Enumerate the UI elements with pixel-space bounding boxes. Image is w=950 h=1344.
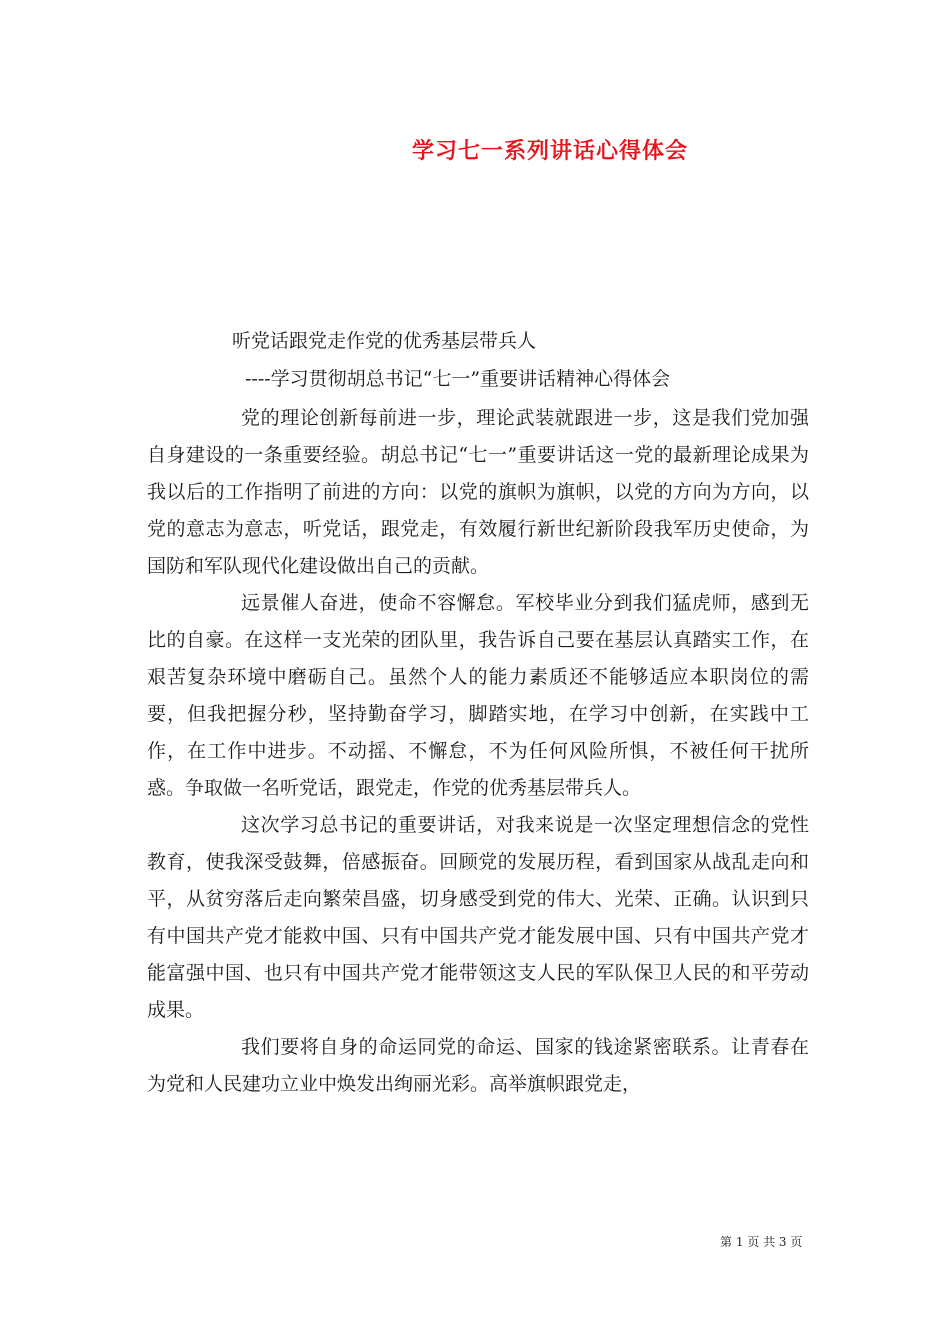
body-paragraph: 党的理论创新每前进一步，理论武装就跟进一步，这是我们党加强自身建设的一条重要经验。胡总书记“七一”重要讲话这一党的最新理论成果为我以后的工作指明了前进的方向：以党的旗帜为旗帜，以党的方向为方向，以党的意志为意志，听党话，跟党走，有效履行新世纪新阶段我军历史使命，为国防和军队现代化建设做出自己的贡献。 <box>147 407 809 577</box>
body-paragraph: 我们要将自身的命运同党的命运、国家的钱途紧密联系。让青春在为党和人民建功立业中焕发出绚丽光彩。高举旗帜跟党走， <box>147 1036 809 1095</box>
document-subtitle: 听党话跟党走作党的优秀基层带兵人 <box>232 330 537 352</box>
document-body <box>147 400 809 1103</box>
body-paragraph: 这次学习总书记的重要讲话，对我来说是一次坚定理想信念的党性教育，使我深受鼓舞，倍感振奋。回顾党的发展历程，看到国家从战乱走向和平，从贫穷落后走向繁荣昌盛，切身感受到党的伟大、光荣、正确。认识到只有中国共产党才能救中国、只有中国共产党才能发展中国、只有中国共产党才能富强中国、也只有中国共产党才能带领这支人民的军队保卫人民的和平劳动成果。 <box>147 814 809 1021</box>
body-paragraph: 远景催人奋进，使命不容懈怠。军校毕业分到我们猛虎师，感到无比的自豪。在这样一支光荣的团队里，我告诉自己要在基层认真踏实工作，在艰苦复杂环境中磨砺自己。虽然个人的能力素质还不能够适应本职岗位的需要，但我把握分秒，坚持勤奋学习，脚踏实地，在学习中创新，在实践中工作，在工作中进步。不动摇、不懈怠，不为任何风险所惧，不被任何干扰所惑。争取做一名听党话，跟党走，作党的优秀基层带兵人。 <box>147 592 809 799</box>
page-indicator: 第 1 页 共 3 页 <box>720 1235 803 1249</box>
document-subheading: ----学习贯彻胡总书记“七一”重要讲话精神心得体会 <box>245 368 671 390</box>
document-title: 学习七一系列讲话心得体会 <box>412 139 689 164</box>
